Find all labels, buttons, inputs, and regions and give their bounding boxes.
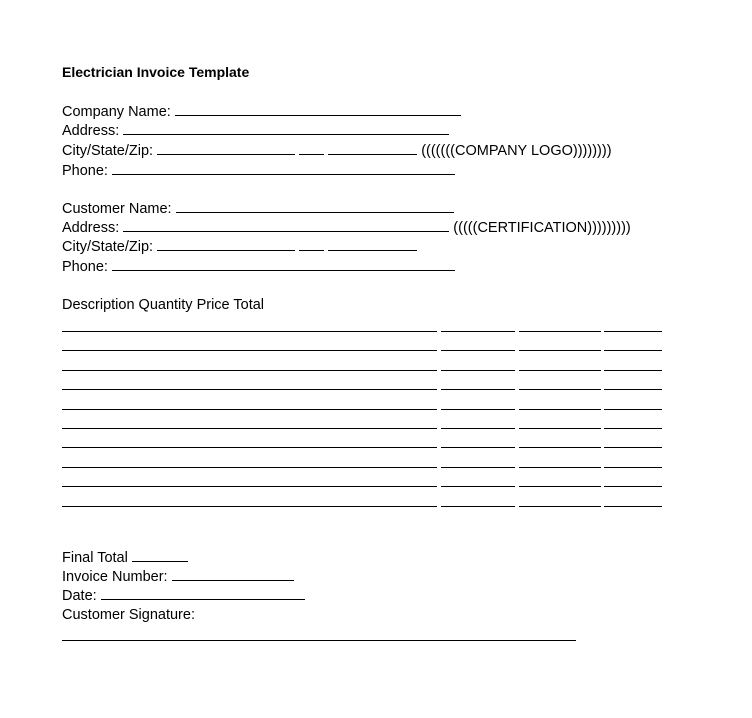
- quantity-cell[interactable]: [441, 350, 515, 351]
- price-cell[interactable]: [519, 331, 601, 332]
- price-cell[interactable]: [519, 389, 601, 390]
- description-cell[interactable]: [62, 428, 437, 429]
- company-city-label: City/State/Zip:: [62, 143, 154, 159]
- company-address-field[interactable]: [123, 121, 449, 135]
- company-address-label: Address:: [62, 123, 120, 139]
- customer-address-row: [62, 218, 631, 237]
- price-cell[interactable]: [519, 486, 601, 487]
- company-phone-field[interactable]: [112, 161, 455, 175]
- price-cell[interactable]: [519, 447, 601, 448]
- customer-name-field[interactable]: [176, 199, 454, 213]
- total-cell[interactable]: [604, 389, 662, 390]
- total-cell[interactable]: [604, 409, 662, 410]
- customer-state-field[interactable]: [299, 237, 324, 251]
- price-cell[interactable]: [519, 428, 601, 429]
- company-phone-label: Phone:: [62, 163, 108, 179]
- date-row: [62, 586, 305, 605]
- total-cell[interactable]: [604, 467, 662, 468]
- invoice-number-field[interactable]: [172, 567, 294, 581]
- signature-line[interactable]: [62, 640, 576, 641]
- price-cell[interactable]: [519, 506, 601, 507]
- certification-placeholder: (((((CERTIFICATION))))))))): [453, 220, 631, 236]
- description-cell[interactable]: [62, 467, 437, 468]
- customer-phone-label: Phone:: [62, 259, 108, 275]
- quantity-cell[interactable]: [441, 447, 515, 448]
- company-name-field[interactable]: [175, 102, 461, 116]
- description-cell[interactable]: [62, 350, 437, 351]
- company-name-row: [62, 102, 461, 121]
- company-zip-field[interactable]: [328, 141, 417, 155]
- company-name-label: Company Name:: [62, 104, 171, 120]
- invoice-number-label: Invoice Number:: [62, 569, 168, 585]
- table-header: Description Quantity Price Total: [62, 297, 265, 313]
- total-cell[interactable]: [604, 331, 662, 332]
- description-cell[interactable]: [62, 506, 437, 507]
- company-logo-placeholder: (((((((COMPANY LOGO)))))))): [421, 143, 612, 159]
- company-city-field[interactable]: [157, 141, 295, 155]
- description-cell[interactable]: [62, 370, 437, 371]
- date-label: Date:: [62, 588, 97, 604]
- document-title: Electrician Invoice Template: [62, 64, 250, 80]
- quantity-cell[interactable]: [441, 331, 515, 332]
- total-cell[interactable]: [604, 370, 662, 371]
- description-cell[interactable]: [62, 486, 437, 487]
- quantity-cell[interactable]: [441, 409, 515, 410]
- quantity-cell[interactable]: [441, 428, 515, 429]
- price-cell[interactable]: [519, 350, 601, 351]
- final-total-row: [62, 548, 188, 567]
- customer-address-label: Address:: [62, 220, 120, 236]
- invoice-number-row: [62, 567, 294, 586]
- total-cell[interactable]: [604, 350, 662, 351]
- final-total-label: Final Total: [62, 550, 128, 566]
- price-cell[interactable]: [519, 467, 601, 468]
- quantity-cell[interactable]: [441, 506, 515, 507]
- quantity-cell[interactable]: [441, 389, 515, 390]
- quantity-cell[interactable]: [441, 467, 515, 468]
- customer-name-label: Customer Name:: [62, 201, 172, 217]
- description-cell[interactable]: [62, 331, 437, 332]
- company-city-row: [62, 141, 612, 160]
- customer-zip-field[interactable]: [328, 237, 417, 251]
- customer-city-row: [62, 237, 417, 256]
- customer-address-field[interactable]: [123, 218, 449, 232]
- customer-name-row: [62, 199, 454, 218]
- signature-row: [62, 606, 195, 624]
- price-cell[interactable]: [519, 370, 601, 371]
- total-cell[interactable]: [604, 447, 662, 448]
- total-cell[interactable]: [604, 428, 662, 429]
- description-cell[interactable]: [62, 389, 437, 390]
- company-state-field[interactable]: [299, 141, 324, 155]
- total-cell[interactable]: [604, 506, 662, 507]
- description-cell[interactable]: [62, 447, 437, 448]
- total-cell[interactable]: [604, 486, 662, 487]
- customer-phone-field[interactable]: [112, 257, 455, 271]
- company-phone-row: [62, 161, 455, 180]
- quantity-cell[interactable]: [441, 370, 515, 371]
- date-field[interactable]: [101, 586, 305, 600]
- price-cell[interactable]: [519, 409, 601, 410]
- final-total-field[interactable]: [132, 548, 188, 562]
- customer-city-label: City/State/Zip:: [62, 239, 154, 255]
- customer-phone-row: [62, 257, 455, 276]
- signature-label: Customer Signature:: [62, 607, 195, 623]
- customer-city-field[interactable]: [157, 237, 295, 251]
- company-address-row: [62, 121, 449, 140]
- description-cell[interactable]: [62, 409, 437, 410]
- quantity-cell[interactable]: [441, 486, 515, 487]
